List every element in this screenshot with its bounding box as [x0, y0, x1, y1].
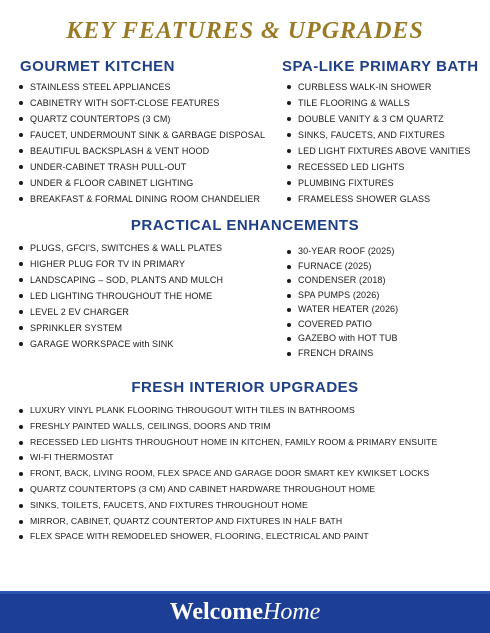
list-item: PLUGS, GFCI'S, SWITCHES & WALL PLATES [18, 240, 223, 256]
list-item: UNDER-CABINET TRASH PULL-OUT [18, 159, 265, 175]
primary-bath-list [286, 79, 471, 207]
list-item: LANDSCAPING – SOD, PLANTS AND MULCH [18, 272, 223, 288]
list-item: BEAUTIFUL BACKSPLASH & VENT HOOD [18, 143, 265, 159]
list-item: MIRROR, CABINET, QUARTZ COUNTERTOP AND FIXTURES IN HALF BATH [18, 514, 437, 530]
list-item: SINKS, FAUCETS, AND FIXTURES [286, 127, 471, 143]
list-item: GARAGE WORKSPACE with SINK [18, 336, 223, 352]
footer-word-home: Home [262, 599, 321, 625]
list-item: GAZEBO with HOT TUB [286, 331, 398, 346]
footer-banner [0, 591, 490, 633]
list-item: FRAMELESS SHOWER GLASS [286, 191, 471, 207]
list-item: TILE FLOORING & WALLS [286, 95, 471, 111]
list-item: BREAKFAST & FORMAL DINING ROOM CHANDELIER [18, 191, 265, 207]
list-item: STAINLESS STEEL APPLIANCES [18, 79, 265, 95]
list-item: RECESSED LED LIGHTS THROUGHOUT HOME IN KITCHEN, FAMILY ROOM & PRIMARY ENSUITE [18, 435, 437, 451]
list-item: WATER HEATER (2026) [286, 302, 398, 317]
gourmet-kitchen-list [18, 79, 265, 207]
primary-bath-heading: SPA-LIKE PRIMARY BATH [282, 58, 479, 75]
gourmet-kitchen-heading: GOURMET KITCHEN [20, 58, 175, 75]
list-item: CURBLESS WALK-IN SHOWER [286, 79, 471, 95]
list-item: LUXURY VINYL PLANK FLOORING THROUGOUT WITH TILES IN BATHROOMS [18, 403, 437, 419]
footer-word-welcome: Welcome [169, 599, 263, 625]
list-item: SINKS, TOILETS, FAUCETS, AND FIXTURES THROUGHOUT HOME [18, 498, 437, 514]
list-item: FAUCET, UNDERMOUNT SINK & GARBAGE DISPOSAL [18, 127, 265, 143]
list-item: UNDER & FLOOR CABINET LIGHTING [18, 175, 265, 191]
list-item: PLUMBING FIXTURES [286, 175, 471, 191]
list-item: QUARTZ COUNTERTOPS (3 CM) [18, 111, 265, 127]
list-item: LEVEL 2 EV CHARGER [18, 304, 223, 320]
list-item: DOUBLE VANITY & 3 CM QUARTZ [286, 111, 471, 127]
list-item: FLEX SPACE WITH REMODELED SHOWER, FLOORING, ELECTRICAL AND PAINT [18, 529, 437, 545]
footer-logo-text [0, 599, 490, 626]
list-item: QUARTZ COUNTERTOPS (3 CM) AND CABINET HARDWARE THROUGHOUT HOME [18, 482, 437, 498]
list-item: LED LIGHTING THROUGHOUT THE HOME [18, 288, 223, 304]
list-item: LED LIGHT FIXTURES ABOVE VANITIES [286, 143, 471, 159]
list-item: FRENCH DRAINS [286, 346, 398, 361]
list-item: SPA PUMPS (2026) [286, 288, 398, 303]
list-item: FRONT, BACK, LIVING ROOM, FLEX SPACE AND GARAGE DOOR SMART KEY KWIKSET LOCKS [18, 466, 437, 482]
list-item: HIGHER PLUG FOR TV IN PRIMARY [18, 256, 223, 272]
list-item: CONDENSER (2018) [286, 273, 398, 288]
list-item: WI-FI THERMOSTAT [18, 450, 437, 466]
practical-right-list [286, 244, 398, 360]
list-item: CABINETRY WITH SOFT-CLOSE FEATURES [18, 95, 265, 111]
list-item: FURNACE (2025) [286, 259, 398, 274]
practical-left-list [18, 240, 223, 352]
page-title: KEY FEATURES & UPGRADES [66, 18, 424, 44]
fresh-interior-heading: FRESH INTERIOR UPGRADES [131, 379, 359, 396]
list-item: RECESSED LED LIGHTS [286, 159, 471, 175]
list-item: FRESHLY PAINTED WALLS, CEILINGS, DOORS AND TRIM [18, 419, 437, 435]
practical-enhancements-heading: PRACTICAL ENHANCEMENTS [130, 217, 360, 234]
list-item: SPRINKLER SYSTEM [18, 320, 223, 336]
fresh-interior-list [18, 403, 437, 545]
list-item: 30-YEAR ROOF (2025) [286, 244, 398, 259]
list-item: COVERED PATIO [286, 317, 398, 332]
